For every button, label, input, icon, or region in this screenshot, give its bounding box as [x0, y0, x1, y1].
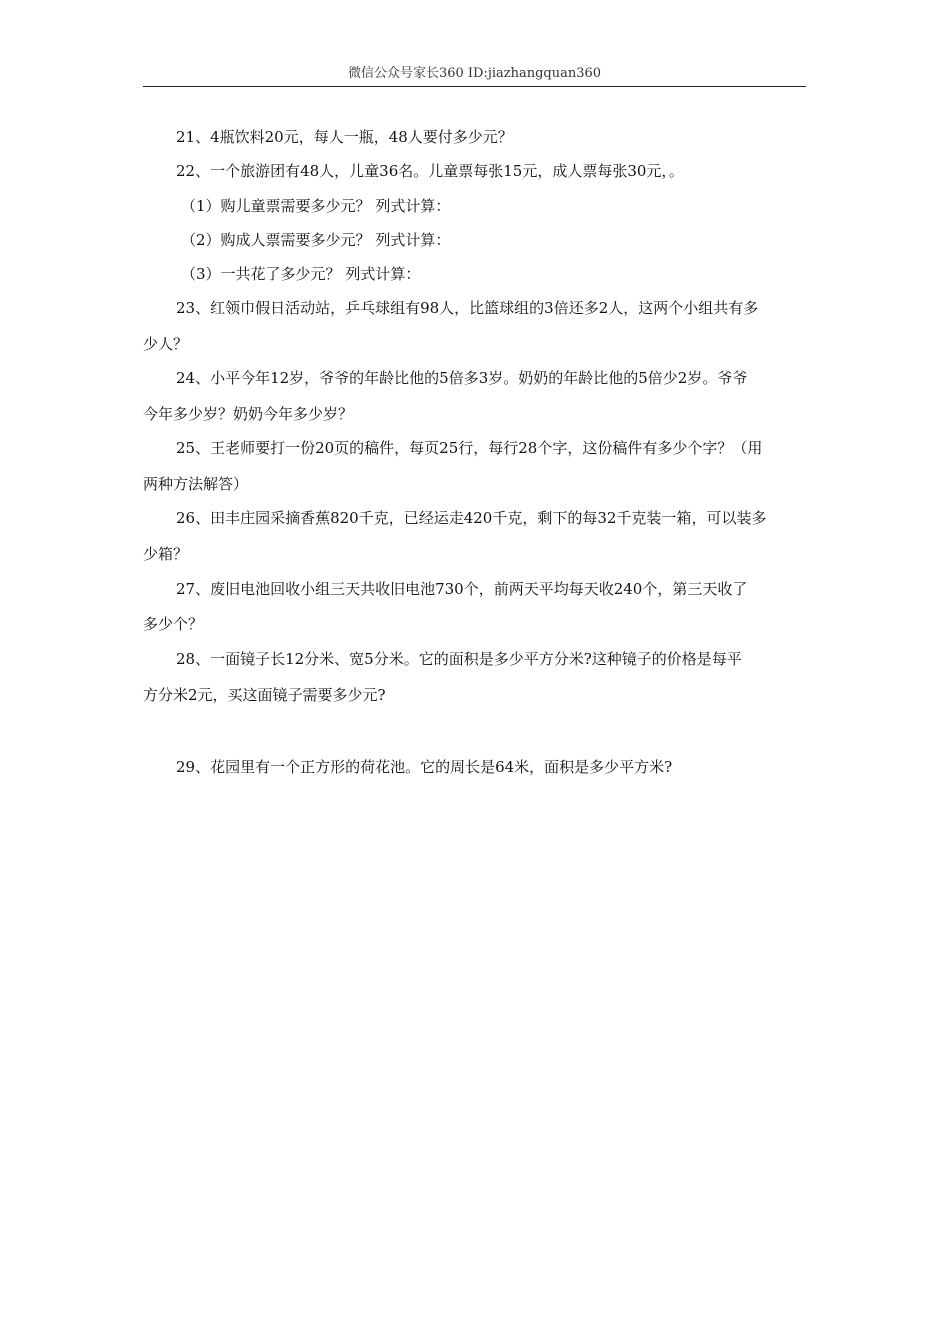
question-24-line-1: 24、小平今年12岁，爷爷的年龄比他的5倍多3岁。奶奶的年龄比他的5倍少2岁。爷爷 — [176, 369, 748, 387]
question-24-line-2: 今年多少岁？奶奶今年多少岁？ — [143, 405, 354, 423]
question-22-part-2: （2）购成人票需要多少元？ 列式计算： — [181, 231, 451, 249]
question-28-line-2: 方分米2元，买这面镜子需要多少元? — [143, 686, 386, 704]
question-27-line-2: 多少个？ — [143, 615, 204, 633]
question-23-line-1: 23、红领巾假日活动站，乒乓球组有98人，比篮球组的3倍还多2人，这两个小组共有多 — [176, 299, 759, 317]
question-25-line-1: 25、王老师要打一份20页的稿件，每页25行，每行28个字，这份稿件有多少个字？（用 — [176, 439, 763, 457]
question-22-part-3: （3）一共花了多少元？ 列式计算： — [181, 265, 421, 283]
question-29: 29、花园里有一个正方形的荷花池。它的周长是64米，面积是多少平方米? — [176, 758, 673, 776]
question-26-line-2: 少箱？ — [143, 545, 189, 563]
question-22-part-1: （1）购儿童票需要多少元？ 列式计算： — [181, 197, 451, 215]
question-27-line-1: 27、废旧电池回收小组三天共收旧电池730个，前两天平均每天收240个，第三天收了 — [176, 580, 748, 598]
page-header: 微信公众号家长360 ID:jiazhangquan360 — [143, 66, 806, 87]
question-21: 21、4瓶饮料20元，每人一瓶，48人要付多少元？ — [176, 128, 513, 146]
question-22: 22、一个旅游团有48人，儿童36名。儿童票每张15元，成人票每张30元，。 — [176, 162, 684, 180]
question-25-line-2: 两种方法解答） — [143, 475, 249, 493]
question-23-line-2: 少人？ — [143, 335, 189, 353]
question-28-line-1: 28、一面镜子长12分米、宽5分米。它的面积是多少平方分米?这种镜子的价格是每平 — [176, 650, 742, 668]
question-26-line-1: 26、田丰庄园采摘香蕉820千克，已经运走420千克，剩下的每32千克装一箱，可以装多 — [176, 509, 767, 527]
